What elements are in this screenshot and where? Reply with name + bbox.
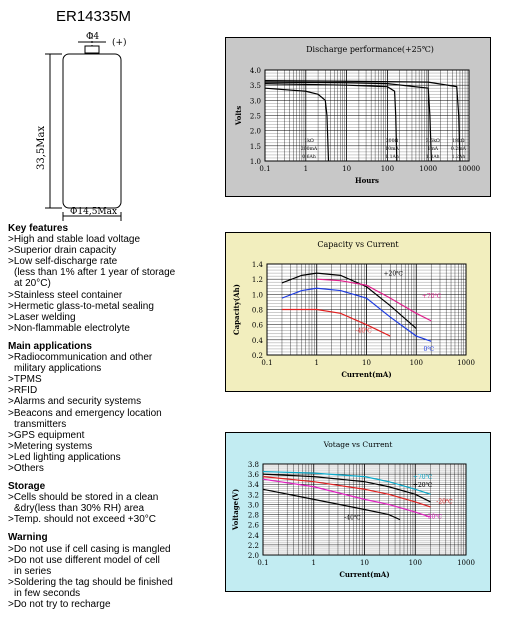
series-label: -20℃ <box>436 498 453 506</box>
x-tick-label: 1 <box>303 165 309 173</box>
y-tick-label: 0.4 <box>251 336 263 345</box>
series-label: 0℃ <box>423 346 435 354</box>
y-axis-label: Volts <box>234 105 243 126</box>
x-tick-label: 1 <box>314 359 319 367</box>
section-gap <box>8 334 213 341</box>
section-line: >Stainless steel container <box>8 289 123 301</box>
section-line: >Beacons and emergency location <box>8 407 162 419</box>
y-tick-label: 2.0 <box>247 552 259 560</box>
x-axis-label: Current(mA) <box>341 370 392 379</box>
battery-body <box>63 54 121 208</box>
discharge-annotation-current: 0.2mA <box>450 146 466 152</box>
battery-terminal <box>85 46 99 53</box>
y-tick-label: 2.2 <box>247 541 259 550</box>
y-tick-label: 3.0 <box>247 501 259 510</box>
section-line: (less than 1% after 1 year of storage <box>14 267 176 279</box>
section-line: in few seconds <box>14 587 81 599</box>
y-tick-label: 3.4 <box>247 481 259 490</box>
y-tick-label: 0.8 <box>251 306 263 315</box>
y-tick-label: 1.0 <box>251 291 263 300</box>
series-label: +20℃ <box>383 270 403 278</box>
y-tick-label: 3.2 <box>247 491 259 500</box>
height-dimension-label: 33,5Max <box>36 125 47 170</box>
section-line: >RFID <box>8 385 38 397</box>
y-tick-label: 3.0 <box>249 97 261 106</box>
section-line: military applications <box>14 363 102 375</box>
series-label: +20℃ <box>412 481 433 489</box>
x-tick-label: 100 <box>409 359 423 367</box>
series-label: -40℃ <box>344 514 361 522</box>
positive-polarity-label: (+) <box>112 38 127 48</box>
discharge-annotation-ohm: 300Ω <box>385 138 399 144</box>
section-line: >Laser welding <box>8 311 76 323</box>
section-line: transmitters <box>14 418 67 430</box>
y-tick-label: 2.4 <box>247 531 259 540</box>
section-line: >Do not use if cell casing is mangled <box>8 543 171 555</box>
y-tick-label: 2.6 <box>247 521 259 530</box>
discharge-annotation-capacity: 1.1Ah <box>385 154 399 160</box>
x-tick-label: 10000 <box>457 165 481 173</box>
section-line: >Soldering the tag should be finished <box>8 576 173 588</box>
info-text-column <box>8 223 213 610</box>
y-tick-label: 0.2 <box>251 352 263 360</box>
section-line: >Do not try to recharge <box>8 599 111 610</box>
discharge-annotation-capacity: 1.2Ah <box>451 154 466 160</box>
section-line: at 20°C) <box>14 278 51 290</box>
x-tick-label: 100 <box>408 559 422 567</box>
y-tick-label: 0.6 <box>251 321 263 330</box>
x-tick-label: 0.1 <box>261 359 273 367</box>
section-line: >Led lighting applications <box>8 451 121 463</box>
discharge-annotation-capacity: 0.6Ah <box>302 154 316 160</box>
x-tick-label: 0.1 <box>257 559 269 567</box>
section-line: >GPS equipment <box>8 429 85 441</box>
section-line: >Superior drain capacity <box>8 245 117 257</box>
series-label: +70℃ <box>421 293 442 301</box>
x-tick-label: 10 <box>360 559 369 567</box>
section-line: >Others <box>8 462 44 474</box>
section-line: in series <box>14 565 52 577</box>
section-line: &dry(less than 30% RH) area <box>14 503 145 515</box>
discharge-annotation-ohm: 3.5kΩ <box>425 138 440 144</box>
y-axis-label: Voltage(V) <box>231 488 240 531</box>
y-tick-label: 4.0 <box>249 67 261 75</box>
terminal-diameter-label: Φ4 <box>86 32 100 42</box>
chart-title: Discharge performance(+25℃) <box>306 45 434 54</box>
x-tick-label: 1000 <box>457 359 475 367</box>
y-tick-label: 3.5 <box>249 82 261 91</box>
y-tick-label: 1.5 <box>249 142 261 151</box>
width-dimension-label: Φ14,5Max <box>70 207 118 217</box>
discharge-annotation-current: 10mA <box>385 146 399 152</box>
series-label: -40℃ <box>355 327 372 335</box>
section-line: >Temp. should not exceed +30°C <box>8 514 156 526</box>
y-tick-label: 1.4 <box>251 261 263 269</box>
y-tick-label: 3.8 <box>247 461 259 469</box>
section-heading: Main applications <box>8 340 92 352</box>
discharge-annotation-current: 200mA <box>300 146 318 152</box>
section-heading: Warning <box>8 532 48 544</box>
discharge-annotation-ohm: 18kΩ <box>452 138 465 144</box>
section-gap <box>8 525 213 532</box>
section-line: >Alarms and security systems <box>8 396 142 408</box>
x-tick-label: 0.1 <box>259 165 271 173</box>
section-line: >Metering systems <box>8 440 93 452</box>
section-line: >Radiocommunication and other <box>8 352 153 364</box>
section-heading: Key features <box>8 223 69 234</box>
x-tick-label: 1000 <box>457 559 475 567</box>
product-title: ER14335M <box>56 8 132 25</box>
discharge-annotation-current: 1mA <box>427 146 439 152</box>
section-line: >Non-flammable electrolyte <box>8 322 130 334</box>
section-line: >Do not use different model of cell <box>8 554 160 566</box>
section-line: >Hermetic glass-to-metal sealing <box>8 300 154 312</box>
series-label: -30℃ <box>425 513 442 521</box>
section-line: >Cells should be stored in a clean <box>8 492 159 504</box>
section-line: >TPMS <box>8 374 42 386</box>
y-tick-label: 2.8 <box>247 511 259 520</box>
series-label: +70℃ <box>412 474 433 482</box>
y-tick-label: 1.2 <box>251 276 263 285</box>
y-tick-label: 1.0 <box>249 158 261 166</box>
discharge-chart <box>225 37 491 197</box>
voltage-chart <box>225 432 491 592</box>
discharge-annotation-capacity: 1.3Ah <box>426 154 440 160</box>
section-gap <box>8 474 213 481</box>
x-axis-label: Hours <box>354 176 380 185</box>
y-tick-label: 3.6 <box>247 471 259 480</box>
x-tick-label: 10 <box>362 359 371 367</box>
capacity-chart <box>225 232 491 392</box>
chart-title: Votage vs Current <box>323 440 393 449</box>
section-line: >High and stable load voltage <box>8 234 141 246</box>
y-tick-label: 2.5 <box>249 112 261 121</box>
y-tick-label: 2.0 <box>249 127 261 136</box>
x-tick-label: 100 <box>380 165 395 173</box>
battery-drawing <box>0 28 200 223</box>
chart-title: Capacity vs Current <box>317 240 399 249</box>
x-tick-label: 1 <box>311 559 316 567</box>
discharge-annotation-ohm: 1kΩ <box>304 138 314 144</box>
y-axis-label: Capacity(Ah) <box>232 284 241 335</box>
section-heading: Storage <box>8 481 46 493</box>
x-tick-label: 1000 <box>419 165 438 173</box>
x-tick-label: 10 <box>342 165 352 173</box>
section-line: >Low self-discharge rate <box>8 256 118 268</box>
x-axis-label: Current(mA) <box>339 570 390 579</box>
